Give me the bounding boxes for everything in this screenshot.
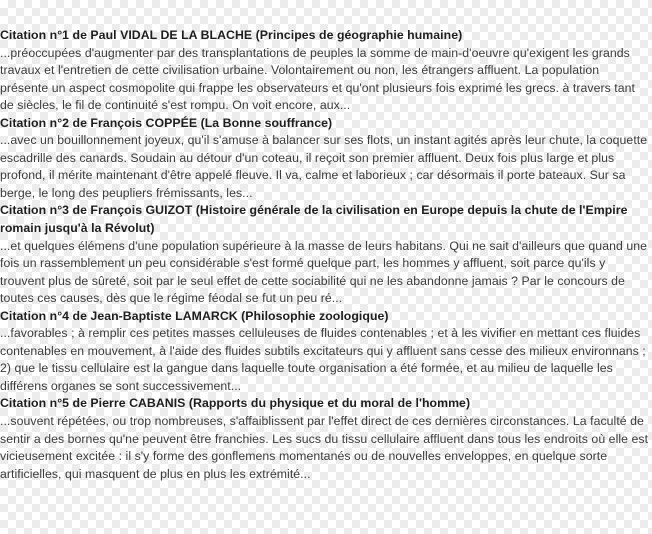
citation-3 [0, 202, 650, 307]
citation-heading: Citation n°1 de Paul VIDAL DE LA BLACHE (Principes de géographie humaine) [0, 28, 463, 42]
citation-heading: Citation n°4 de Jean-Baptiste LAMARCK (Philosophie zoologique) [0, 308, 389, 323]
citation-text: ...avec un bouillonnement joyeux, qu'il s'amuse à balancer sur ses flots, un instant agités après leur chute, la coquette escadrille des canards. Soudain au détour d'un coteau, il reçoit son premier affluent. Deux fois plus large et plus profond, il mérite maintenant d'être appelé fleuve. Il va, calme et laborieux ; car désormais il porte bateaux. Sur sa berge, le long des peupliers frémissants, les... [0, 133, 648, 200]
citation-text: ...préoccupées d'augmenter par des transplantations de peuples la somme de main-d'oeuvre qu'exigent les grands travaux et l'entretien de cette civilisation urbaine. Volontairement ou non, les étrangers affluent. La population présente un aspect cosmopolite qui frappe les observateurs et qu'ont plusieurs fois exprimé les grecs. à travers tant de siècles, le fil de continuité s'est rompu. On voit encore, aux... [0, 45, 635, 113]
citation-1 [0, 27, 650, 115]
citation-4 [0, 308, 650, 396]
citation-5 [0, 395, 650, 483]
citation-heading: Citation n°2 de François COPPÉE (La Bonne souffrance) [0, 115, 333, 130]
citation-text: ...souvent répétées, ou trop nombreuses, s'affaiblissent par l'effet direct de ces dernières circonstances. La faculté de sentir a des bornes qu'ne peuvent être franchies. Les sucs du tissu cellulaire affluent dans tous les endroits où elle est vicieusement excitée : il s'y forme des gonflemens momentanés ou de nouvelles enveloppes, en quelque sorte artificielles, qui masquent de plus en plus les extrémité... [0, 414, 649, 481]
citation-text: ...favorables ; à remplir ces petites masses celluleuses de fluides contenables ; et à les vivifier en mettant ces fluides contenables en mouvement, à l'aide des fluides subtils excitateurs qui y affluent sans cesse des milieux environnans ; 2) que le tissu cellulaire est la gangue dans laquelle toute organisation a été formée, et au milieu de laquelle les différens organes se sont successivement... [0, 326, 646, 393]
citation-text: ...et quelques élémens d'une population supérieure à la masse de leurs habitans. Qui ne sait d'ailleurs que quand une fois un rassemblement un peu considérable s'est formé quelque part, les hommes y affluent, soit parce qu'ils y trouvent plus de sûreté, soit par le seul effet de cette sociabilité qui ne les abandonne jamais ? Par le concours de toutes ces causes, dès que le régime féodal se fut un peu ré... [0, 238, 647, 306]
citation-heading: Citation n°3 de François GUIZOT (Histoire générale de la civilisation en Europe depuis la chute de l'Empire romain jusqu'à la Révolut) [0, 203, 628, 236]
citation-2 [0, 115, 650, 203]
citation-heading: Citation n°5 de Pierre CABANIS (Rapports du physique et du moral de l'homme) [0, 396, 471, 411]
citations-list [0, 27, 650, 483]
